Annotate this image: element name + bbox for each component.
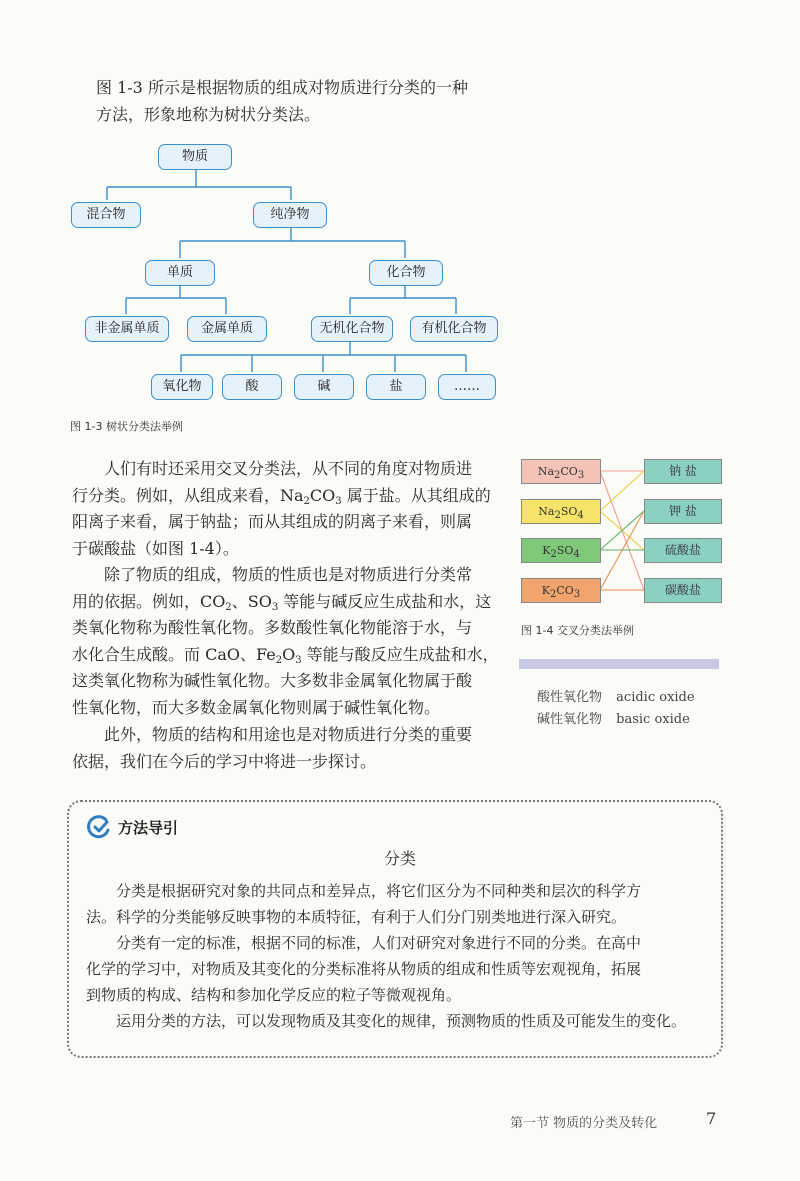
- text-line: 性氧化物，而大多数金属氧化物则属于碱性氧化物。: [72, 697, 441, 717]
- term-bar: [519, 659, 719, 669]
- figure-caption: 图 1-3 树状分类法举例: [70, 420, 183, 433]
- tree-node-salt: 盐: [366, 374, 426, 400]
- text-line: 依据，我们在今后的学习中将进一步探讨。: [72, 751, 377, 771]
- method-header: [86, 814, 178, 840]
- term-row: [537, 708, 690, 727]
- tree-node-mixture: 混合物: [71, 202, 141, 228]
- method-header-label: 方法导引: [118, 818, 179, 837]
- method-body: [86, 878, 708, 1034]
- term-cn: 碱性氧化物: [537, 712, 603, 727]
- intro-line: 方法，形象地称为树状分类法。: [96, 104, 321, 124]
- tree-node-nonmetal: 非金属单质: [85, 316, 169, 342]
- cross-left-box: $K_2SO_4$: [521, 538, 601, 563]
- text-line: 于碳酸盐（如图 1-4）。: [72, 538, 239, 558]
- term-en: acidic oxide: [616, 690, 695, 705]
- cross-right-box: 碳酸盐: [644, 578, 722, 603]
- text-line: 人们有时还采用交叉分类法，从不同的角度对物质进: [104, 459, 473, 478]
- term-en: basic oxide: [616, 712, 690, 727]
- text-line: 行分类。例如，从组成来看，$Na_2CO_3$ 属于盐。从其组成的: [72, 485, 491, 507]
- tree-node-inorganic: 无机化合物: [311, 316, 393, 342]
- tree-node-more: ……: [438, 374, 496, 400]
- text-line: 运用分类的方法，可以发现物质及其变化的规律，预测物质的性质及可能发生的变化。: [116, 1012, 687, 1030]
- tree-node-element: 单质: [145, 260, 215, 286]
- cross-right-box: 钠 盐: [644, 459, 722, 484]
- text-line: 分类是根据研究对象的共同点和差异点，将它们区分为不同种类和层次的科学方: [116, 882, 642, 900]
- tree-node-acid: 酸: [222, 374, 282, 400]
- term-cn: 酸性氧化物: [537, 690, 603, 705]
- text-line: 法。科学的分类能够反映事物的本质特征，有利于人们分门别类地进行深入研究。: [86, 908, 627, 926]
- figure-caption: 图 1-4 交叉分类法举例: [521, 624, 634, 637]
- cross-right-box: 硫酸盐: [644, 538, 722, 563]
- text-line: 此外，物质的结构和用途也是对物质进行分类的重要: [104, 725, 473, 744]
- cross-right-box: 钾 盐: [644, 499, 722, 524]
- text-line: 用的依据。例如，$CO_2$、$SO_3$ 等能与碱反应生成盐和水，这: [72, 591, 492, 613]
- tree-node-pure: 纯净物: [253, 202, 327, 228]
- text-line: 类氧化物称为酸性氧化物。多数酸性氧化物能溶于水，与: [72, 618, 473, 637]
- text-line: 分类有一定的标准，根据不同的标准，人们对研究对象进行不同的分类。在高中: [116, 934, 642, 952]
- tree-node-compound: 化合物: [369, 260, 443, 286]
- text-line: 这类氧化物称为碱性氧化物。大多数非金属氧化物属于酸: [72, 671, 473, 690]
- cross-left-box: $Na_2SO_4$: [521, 499, 601, 524]
- tree-node-base: 碱: [294, 374, 354, 400]
- method-icon: [86, 814, 112, 840]
- cross-left-box: $K_2CO_3$: [521, 578, 601, 603]
- text-line: 除了物质的组成，物质的性质也是对物质进行分类常: [104, 565, 473, 584]
- term-row: [537, 686, 695, 705]
- text-line: 水化合生成酸。而 CaO、$Fe_2O_3$ 等能与酸反应生成盐和水，: [72, 644, 499, 666]
- tree-node-oxide: 氧化物: [151, 374, 213, 400]
- text-line: 到物质的构成、结构和参加化学反应的粒子等微观视角。: [86, 986, 462, 1004]
- footer-section: 第一节 物质的分类及转化: [510, 1116, 658, 1131]
- tree-node-metal: 金属单质: [187, 316, 267, 342]
- paragraph: [72, 722, 512, 775]
- cross-left-box: $Na_2CO_3$: [521, 459, 601, 484]
- text-line: 化学的学习中，对物质及其变化的分类标准将从物质的组成和性质等宏观视角，拓展: [86, 960, 642, 978]
- text-line: 阳离子来看，属于钠盐；而从其组成的阴离子来看，则属: [72, 512, 473, 531]
- tree-node-organic: 有机化合物: [410, 316, 498, 342]
- intro-line: 图 1-3 所示是根据物质的组成对物质进行分类的一种: [96, 78, 468, 97]
- page-number: 7: [706, 1109, 717, 1128]
- tree-node-root: 物质: [158, 144, 232, 170]
- method-title: 分类: [383, 849, 416, 868]
